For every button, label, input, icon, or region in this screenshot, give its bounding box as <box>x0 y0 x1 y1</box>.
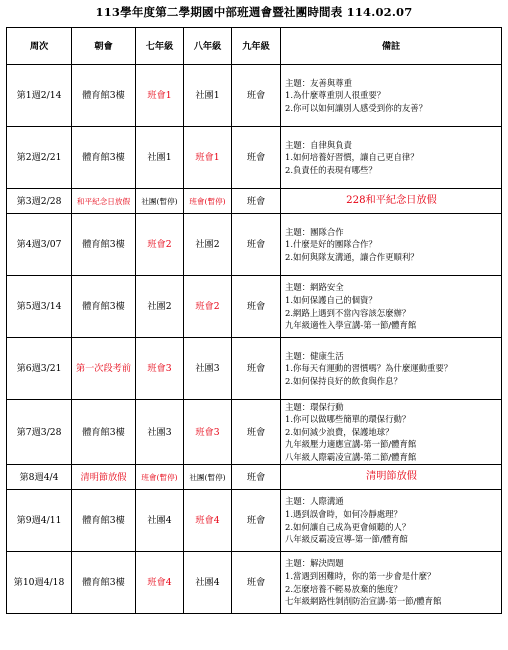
assembly-cell: 和平紀念日放假 <box>72 189 136 214</box>
note-line: 1.你可以做哪些簡單的環保行動？ <box>285 414 411 425</box>
grade8-cell: 社團1 <box>184 65 232 127</box>
grade7-cell: 社團(暫停) <box>136 189 184 214</box>
note-line: 2.你可以如何讓別人感受到你的友善？ <box>285 102 427 113</box>
note-line: 主題：網路安全 <box>285 282 344 293</box>
note-line: 1.遇到誤會時，如何冷靜處理？ <box>285 508 402 519</box>
grade8-cell: 社團2 <box>184 214 232 276</box>
note-line: 主題：自律與負責 <box>285 139 352 150</box>
header-assembly: 朝會 <box>72 28 136 65</box>
week-cell: 第1週2/14 <box>7 65 72 127</box>
note-line: 2.如何保持良好的飲食與作息？ <box>285 375 402 386</box>
note-line: 八年級反霸凌宣導-第一節/體育館 <box>285 534 408 545</box>
page-title: 113學年度第二學期國中部班週會暨社團時間表 114.02.07 <box>95 5 413 19</box>
grade8-cell: 社團3 <box>184 338 232 400</box>
table-row <box>7 552 502 614</box>
grade9-cell: 班會 <box>232 127 281 189</box>
note-line: 2.如何讓自己成為更會傾聽的人？ <box>285 521 411 532</box>
grade9-cell: 班會 <box>232 189 281 214</box>
note-line: 主題：解決問題 <box>285 558 344 569</box>
week-cell: 第2週2/21 <box>7 127 72 189</box>
grade7-cell: 社團3 <box>136 400 184 465</box>
header-grade9: 九年級 <box>232 28 281 65</box>
table-row <box>7 465 502 490</box>
grade7-cell: 班會2 <box>136 214 184 276</box>
schedule-table <box>6 27 502 614</box>
grade8-cell: 班會3 <box>184 400 232 465</box>
table-row <box>7 400 502 465</box>
grade9-cell: 班會 <box>232 552 281 614</box>
notes-cell <box>281 400 502 465</box>
assembly-cell: 體育館3樓 <box>72 400 136 465</box>
note-line: 2.如何減少浪費，保護地球？ <box>285 426 394 437</box>
week-cell: 第4週3/07 <box>7 214 72 276</box>
grade8-cell: 班會(暫停) <box>184 189 232 214</box>
grade9-cell: 班會 <box>232 338 281 400</box>
week-cell: 第9週4/11 <box>7 490 72 552</box>
notes-cell <box>281 490 502 552</box>
grade9-cell: 班會 <box>232 214 281 276</box>
notes-cell <box>281 276 502 338</box>
week-cell: 第7週3/28 <box>7 400 72 465</box>
note-line: 2.如何與隊友溝通，讓合作更順利？ <box>285 251 419 262</box>
note-line: 九年級壓力適應宣講-第一節/體育館 <box>285 439 417 450</box>
table-row <box>7 490 502 552</box>
grade7-cell: 社團4 <box>136 490 184 552</box>
header-grade7: 七年級 <box>136 28 184 65</box>
note-line: 2.怎麼培養不輕易放棄的態度？ <box>285 583 402 594</box>
note-line: 主題：環保行動 <box>285 401 344 412</box>
assembly-cell: 體育館3樓 <box>72 65 136 127</box>
note-line: 九年級適性入學宣講-第一節/體育館 <box>285 320 417 331</box>
note-line: 1.如何保護自己的個資？ <box>285 294 377 305</box>
note-line: 八年級人際霸凌宣講-第二節/體育館 <box>285 451 417 462</box>
grade8-cell: 社團4 <box>184 552 232 614</box>
table-row <box>7 338 502 400</box>
table-row <box>7 127 502 189</box>
note-line: 1.當遇到困難時，你的第一步會是什麼？ <box>285 570 436 581</box>
note-line: 1.什麼是好的團隊合作？ <box>285 239 377 250</box>
grade7-cell: 班會1 <box>136 65 184 127</box>
notes-cell <box>281 65 502 127</box>
week-cell: 第8週4/4 <box>7 465 72 490</box>
week-cell: 第6週3/21 <box>7 338 72 400</box>
notes-cell <box>281 338 502 400</box>
header-grade8: 八年級 <box>184 28 232 65</box>
table-row <box>7 276 502 338</box>
note-line: 2.網路上遇到不當內容該怎麼辦？ <box>285 307 411 318</box>
note-line: 1.為什麼尊重別人很重要？ <box>285 90 386 101</box>
note-line: 主題：團隊合作 <box>285 226 344 237</box>
week-cell: 第5週3/14 <box>7 276 72 338</box>
grade7-cell: 社團1 <box>136 127 184 189</box>
note-line: 主題：健康生活 <box>285 350 344 361</box>
holiday-note-cell: 清明節放假 <box>281 465 502 490</box>
table-row <box>7 189 502 214</box>
grade7-cell: 班會3 <box>136 338 184 400</box>
grade9-cell: 班會 <box>232 276 281 338</box>
assembly-cell: 體育館3樓 <box>72 552 136 614</box>
table-row <box>7 214 502 276</box>
note-line: 七年級網路性剝削防治宣講-第一節/體育館 <box>285 596 442 607</box>
assembly-cell: 體育館3樓 <box>72 214 136 276</box>
notes-cell <box>281 552 502 614</box>
note-line: 主題：人際溝通 <box>285 496 344 507</box>
grade9-cell: 班會 <box>232 400 281 465</box>
grade9-cell: 班會 <box>232 465 281 490</box>
assembly-cell: 清明節放假 <box>72 465 136 490</box>
week-cell: 第10週4/18 <box>7 552 72 614</box>
grade9-cell: 班會 <box>232 65 281 127</box>
week-cell: 第3週2/28 <box>7 189 72 214</box>
grade8-cell: 班會4 <box>184 490 232 552</box>
assembly-cell: 體育館3樓 <box>72 490 136 552</box>
assembly-cell: 第一次段考前 <box>72 338 136 400</box>
notes-cell <box>281 214 502 276</box>
header-week: 周次 <box>7 28 72 65</box>
grade7-cell: 社團2 <box>136 276 184 338</box>
grade9-cell: 班會 <box>232 490 281 552</box>
header-row <box>7 28 502 65</box>
grade7-cell: 班會(暫停) <box>136 465 184 490</box>
note-line: 1.如何培養好習慣，讓自己更自律？ <box>285 152 419 163</box>
note-line: 2.負責任的表現有哪些？ <box>285 164 377 175</box>
assembly-cell: 體育館3樓 <box>72 276 136 338</box>
grade8-cell: 社團(暫停) <box>184 465 232 490</box>
note-line: 1.你每天有運動的習慣嗎？為什麼運動重要？ <box>285 363 453 374</box>
header-notes: 備註 <box>281 28 502 65</box>
table-row <box>7 65 502 127</box>
note-line: 主題：友善與尊重 <box>285 77 352 88</box>
notes-cell <box>281 127 502 189</box>
grade8-cell: 班會2 <box>184 276 232 338</box>
holiday-note-cell: 228和平紀念日放假 <box>281 189 502 214</box>
grade8-cell: 班會1 <box>184 127 232 189</box>
grade7-cell: 班會4 <box>136 552 184 614</box>
assembly-cell: 體育館3樓 <box>72 127 136 189</box>
